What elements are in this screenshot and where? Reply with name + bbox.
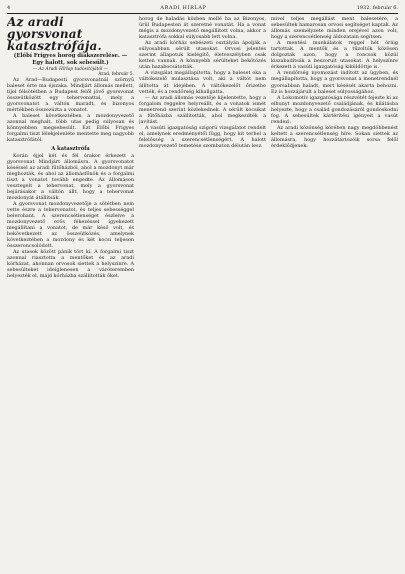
dateline: Arad, február 5. [98,72,134,77]
paragraph: horog de haladás közben mellé ha az Bizonyos, ürül Budapesten át szeretné vonatát. Ha a vonat mégis a mozdonyvezető megállított volna, akkor a katasztrófa sokkal súlyosabb lett volna. [139,16,266,41]
paragraph: A vizsgálat megállapította, hogy a baleset oka a váltókezelő mulasztása volt, aki a váltót nem állította át idejében. A váltókezelőt őrizetbe vették, és a rendőrség kihallgatta. [139,70,266,95]
section-heading: A katasztrófa [51,145,90,152]
paragraph: Az aradi közönség körében nagy megdöbbenést keltett a szerencsétlenség híre. Sokan siettek az állomásra, hogy hozzátartozóik sorsa felől érdeklődjenek. [271,124,398,149]
paragraph: Az Arad—Budapesti gyorsvonatnál szörnyű baleset érte ma éjszaka. Mindjárt állomás mellett, tíjel félsötétben a Budapest felől jövő gyorsvonat összeütközött egy tehervonattal, mely a gyorsvonatot a váltón maradt, és bizonyos mértékben összezúzta a vonatot. [7,77,134,114]
paragraph: A Lokomotív igazgatósága részvétét fejezte ki az elhunyt mozdonyvezető családjának, és kilátásba helyezte, hogy a család gondozásáról gondoskodni fog. A sebesültek kártérítési igényeit a vasút rendezi. [271,94,398,125]
issue-date: 1932. február 6. [356,5,398,11]
paragraph: Korán éjjel két és fél órakor érkezett a gyorsvonat Mindjárt állomásra. A gyorsvonatot késéssel az aradi fűtőházból, ahol a mozdonyt már meghozták, és ahol az állomásfőnök és a forgalmi tiszt a vonatot tovább engedte. Az állomáson vesztegelt a tehervonat, mely a gyorsvonat bejárásakor a váltón állt, hogy a tehervonat mozdonyát átállítsák. [7,152,134,201]
paragraph: A gyorsvonat mozdonyvezetője a sötétben nem vette észre a tehervonatot, és teljes sebességgel belerohant. A szerencsétlenséget észlelve a mozdonyvezető erős fékezéssel igyekezett megállítani a vonatot, de már késő volt, és bekövetkezett az összeütközés, amelynek következtében a mozdony és két kocsi teljesen összeroncsolódott. [7,200,134,250]
column-1 [7,16,134,574]
article-title: Az aradi gyorsvonat katasztrófája. [7,16,102,53]
paragraph: mivel teljes megállást ment balesetére, a sebesültek hamarosan orvosi segítséget kaptak. Az állomás személyzete minden erejével azon volt, hogy a szerencsétlenség áldozatain segítsen. [271,16,398,41]
header-rule [7,13,398,14]
subheadline-2: Egy halott, sok sebesült.) [32,59,109,66]
columns [7,16,398,574]
paragraph: A vasúti igazgatóság szigorú vizsgálatot rendelt el, amelynek eredményétől függ, hogy kit terhel a felelősség a szerencsétlenségért. A halott mozdonyvezető temetése szombaton délután lesz. [139,124,266,149]
column-3 [271,16,398,574]
paragraph: — Az aradi állomás vezetője kijelentette, hogy a forgalom reggelre helyreállt, és a vonatok ismét menetrend szerint közlekednek. A sérült kocsikat a fűtőházba szállították, ahol megkezdték a javítást. [139,94,266,125]
paragraph: A rendőrség nyomozást indított az ügyben, és megállapította, hogy a gyorsvonat a menetrendnél gyorsabban haladt, mert késését akarta behozni. Ez is hozzájárult a baleset súlyosságához. [271,70,398,95]
page-number: 4 [7,5,11,11]
paragraph: Az aradi kórház sebészeti osztályán ápolják a súlyosabban sérült utasokat. Orvosi jelentés szerint állapotuk kielégítő, életveszélyben csak ketten vannak. A könnyebb sérülteket bekötözés után hazabocsátották. [139,40,266,71]
paragraph: Az utasok között pánik tört ki. A forgalmi tiszt azonnal riasztotta a mentőket és az aradi kórházat, ahonnan orvosok siettek a helyszínre. A sebesülteket ideiglenesen a váróteremben helyezték el, majd kórházba szállították őket. [7,249,134,280]
paragraph: A baleset következtében a mozdonyvezető azonnal meghalt, több utas pedig súlyosan és könnyebben megsebesült. Ezt Előbí Frigyes forgalmi tiszt lélekjelenléte mentette meg nagyobb katasztrófától. [7,113,134,144]
byline: — Az Aradi Hírlap tudósítójától — [32,67,109,72]
column-2 [139,16,266,574]
running-header [7,4,398,12]
newspaper-name: ARADI HÍRLAP [160,5,207,11]
subheadline-1: (Előbí Frigyes horog diákszerelése. — [13,53,128,59]
paragraph: A mentési munkálatok reggel hét óráig tartottak. A mentők és a tűzoltók közösen dolgoztak azon, hogy a roncsok közül kiszabadítsák a beszorult utasokat. A helyszínre érkezett a vasúti igazgatóság kiküldöttje is. [271,40,398,71]
